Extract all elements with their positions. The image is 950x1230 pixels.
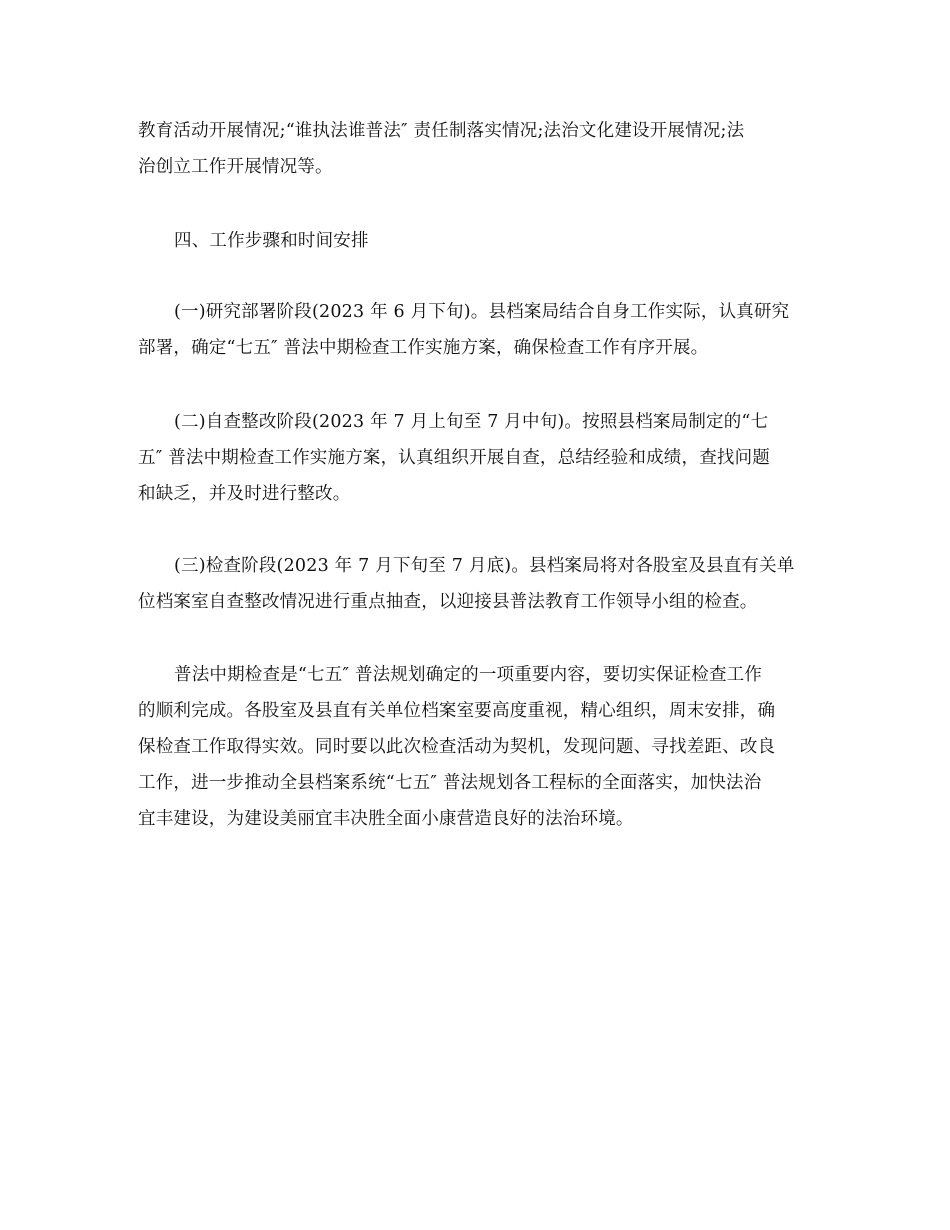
paragraph-line: 的顺利完成。各股室及县直有关单位档案室要高度重视，精心组织，周末安排，确 xyxy=(138,701,776,721)
paragraph-line: 和缺乏，并及时进行整改。 xyxy=(138,484,351,504)
paragraph-line: 部署，确定“七五″ 普法中期检查工作实施方案，确保检查工作有序开展。 xyxy=(138,338,709,358)
paragraph-line: 工作，进一步推动全县档案系统“七五″ 普法规划各工程标的全面落实，加快法治 xyxy=(138,773,762,793)
paragraph-1 xyxy=(138,113,818,185)
paragraph-line: 宜丰建设，为建设美丽宜丰决胜全面小康营造良好的法治环境。 xyxy=(138,809,634,829)
paragraph-line: 位档案室自查整改情况进行重点抽查，以迎接县普法教育工作领导小组的检查。 xyxy=(138,592,758,612)
paragraph-line: 五″ 普法中期检查工作实施方案，认真组织开展自查，总结经验和成绩，查找问题 xyxy=(138,448,770,468)
paragraph-step-3 xyxy=(138,548,818,620)
paragraph-line: 普法中期检查是“七五″ 普法规划确定的一项重要内容，要切实保证检查工作 xyxy=(174,665,763,685)
paragraph-line: (三)检查阶段(2023 年 7 月下旬至 7 月底)。县档案局将对各股室及县直有关单 xyxy=(174,556,795,576)
paragraph-line: (二)自查整改阶段(2023 年 7 月上旬至 7 月中旬)。按照县档案局制定的“七 xyxy=(174,412,769,432)
section-heading xyxy=(138,223,818,259)
paragraph-step-2 xyxy=(138,404,818,512)
heading-line: 四、工作步骤和时间安排 xyxy=(174,231,369,251)
paragraph-step-1 xyxy=(138,294,818,366)
paragraph-conclusion xyxy=(138,657,818,837)
paragraph-line: 教育活动开展情况;“谁执法谁普法″ 责任制落实情况;法治文化建设开展情况;法 xyxy=(138,121,745,141)
paragraph-line: (一)研究部署阶段(2023 年 6 月下旬)。县档案局结合自身工作实际，认真研究 xyxy=(174,302,790,322)
paragraph-line: 治创立工作开展情况等。 xyxy=(138,157,333,177)
paragraph-line: 保检查工作取得实效。同时要以此次检查活动为契机，发现问题、寻找差距、改良 xyxy=(138,737,776,757)
